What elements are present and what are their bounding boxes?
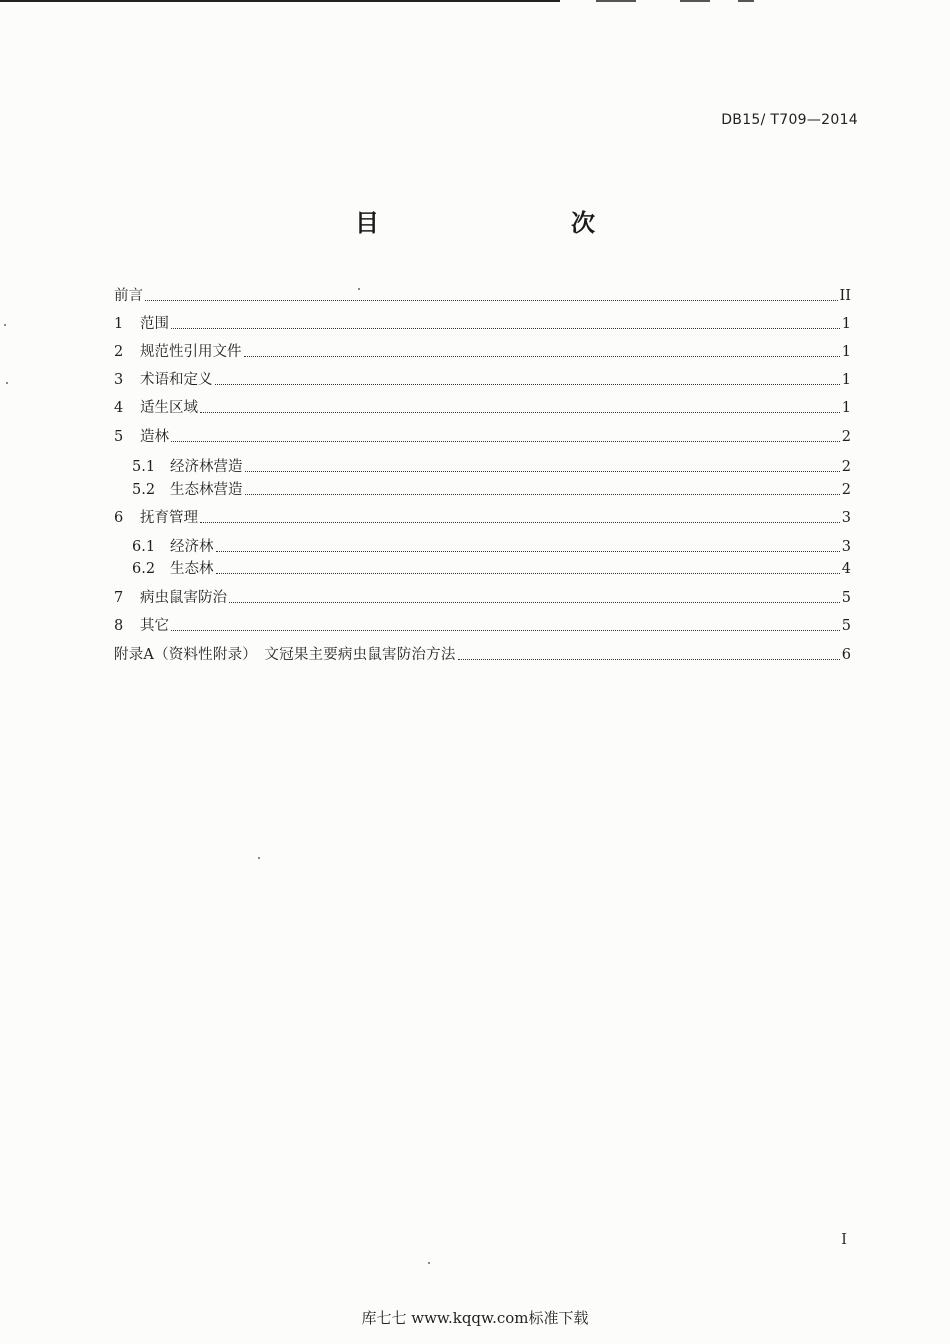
toc-entry[interactable] xyxy=(132,556,851,578)
toc-entry[interactable] xyxy=(132,454,851,476)
toc-entry-page: 3 xyxy=(841,539,851,555)
toc-dot-leader xyxy=(215,384,840,385)
toc-entry[interactable] xyxy=(114,283,851,305)
page-number: I xyxy=(841,1230,847,1248)
toc-dot-leader xyxy=(171,328,840,329)
toc-dot-leader xyxy=(216,551,840,552)
scan-speck xyxy=(6,382,8,384)
toc-entry-page: 5 xyxy=(841,618,851,634)
toc-entry-number: 4 xyxy=(114,400,124,416)
toc-entry-number: 5.1 xyxy=(132,459,156,475)
top-scan-mark xyxy=(680,0,710,2)
footer-watermark-text: 库七七 www.kqqw.com标准下载 xyxy=(361,1309,589,1327)
scan-speck xyxy=(4,324,6,326)
toc-entry[interactable] xyxy=(114,505,851,527)
toc-entry-label: 范围 xyxy=(140,316,169,332)
top-scan-mark xyxy=(596,0,636,2)
toc-entry[interactable] xyxy=(114,585,851,607)
toc-entry-label: 附录A（资料性附录） 文冠果主要病虫鼠害防治方法 xyxy=(114,647,456,663)
toc-entry-label: 规范性引用文件 xyxy=(140,344,242,360)
toc-entry[interactable] xyxy=(114,642,851,664)
toc-dot-leader xyxy=(200,412,840,413)
toc-entry-page: 2 xyxy=(841,482,851,498)
toc-entry-label: 病虫鼠害防治 xyxy=(140,590,227,606)
toc-entry-number: 7 xyxy=(114,590,124,606)
scan-speck xyxy=(428,1262,430,1264)
toc-entry-number: 6.1 xyxy=(132,539,156,555)
toc-entry-number: 5.2 xyxy=(132,482,156,498)
toc-entry-page: 3 xyxy=(841,510,851,526)
toc-entry-number: 5 xyxy=(114,429,124,445)
toc-dot-leader xyxy=(171,441,840,442)
toc-entry-label: 生态林营造 xyxy=(170,482,243,498)
toc-entry-number: 6 xyxy=(114,510,124,526)
toc-entry[interactable] xyxy=(132,534,851,556)
toc-dot-leader xyxy=(245,494,840,495)
toc-entry-label: 前言 xyxy=(114,288,143,304)
toc-entry-label: 抚育管理 xyxy=(140,510,198,526)
toc-entry-page: 1 xyxy=(841,372,851,388)
toc-dot-leader xyxy=(229,602,840,603)
toc-entry[interactable] xyxy=(114,424,851,446)
toc-entry-label: 术语和定义 xyxy=(140,372,213,388)
toc-entry-page: 1 xyxy=(841,344,851,360)
toc-dot-leader xyxy=(245,471,840,472)
toc-dot-leader xyxy=(216,573,840,574)
top-border-line xyxy=(0,0,560,2)
toc-entry-page: 5 xyxy=(841,590,851,606)
toc-title: 目 次 xyxy=(355,209,643,237)
toc-entry[interactable] xyxy=(114,395,851,417)
toc-entry-page: 4 xyxy=(841,561,851,577)
toc-dot-leader xyxy=(171,630,840,631)
toc-dot-leader xyxy=(244,356,840,357)
toc-entry-number: 2 xyxy=(114,344,124,360)
toc-entry-label: 经济林营造 xyxy=(170,459,243,475)
toc-entry-label: 适生区域 xyxy=(140,400,198,416)
document-code: DB15/ T709—2014 xyxy=(721,112,858,128)
toc-entry-number: 8 xyxy=(114,618,124,634)
scan-speck xyxy=(258,857,260,859)
toc-entry[interactable] xyxy=(114,311,851,333)
toc-entry-page: 2 xyxy=(841,429,851,445)
toc-entry[interactable] xyxy=(114,367,851,389)
toc-entry-page: 1 xyxy=(841,316,851,332)
toc-entry[interactable] xyxy=(114,613,851,635)
toc-entry-page: 6 xyxy=(841,647,851,663)
toc-dot-leader xyxy=(200,522,840,523)
toc-dot-leader xyxy=(145,300,838,301)
toc-entry-number: 3 xyxy=(114,372,124,388)
toc-entry-label: 其它 xyxy=(140,618,169,634)
toc-entry-page: II xyxy=(839,288,851,304)
toc-entry[interactable] xyxy=(114,339,851,361)
toc-entry[interactable] xyxy=(132,477,851,499)
toc-entry-page: 1 xyxy=(841,400,851,416)
toc-entry-label: 生态林 xyxy=(170,561,214,577)
scan-speck xyxy=(358,288,360,290)
toc-entry-page: 2 xyxy=(841,459,851,475)
toc-dot-leader xyxy=(458,659,840,660)
top-scan-mark xyxy=(738,0,754,2)
toc-entry-number: 6.2 xyxy=(132,561,156,577)
toc-entry-number: 1 xyxy=(114,316,124,332)
toc-entry-label: 造林 xyxy=(140,429,169,445)
toc-entry-label: 经济林 xyxy=(170,539,214,555)
